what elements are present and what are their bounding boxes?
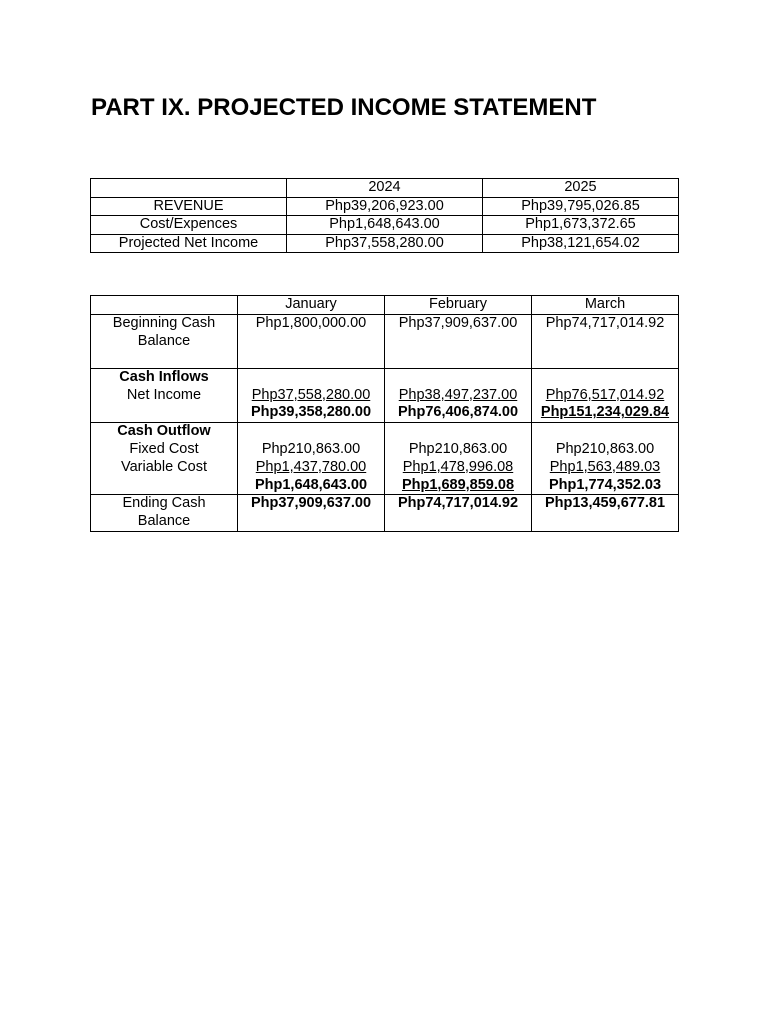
header-cell-january: January: [238, 296, 385, 315]
ending-value: Php37,909,637.00: [250, 495, 372, 512]
spacer: [93, 477, 235, 495]
header-cell-2024: 2024: [287, 179, 483, 198]
table-row-cash-inflows: [91, 368, 679, 422]
value-cell: [532, 495, 679, 532]
row-label: Projected Net Income: [91, 234, 287, 253]
inflow-total: Php76,406,874.00: [397, 404, 519, 421]
beginning-value: Php1,800,000.00: [255, 314, 367, 331]
fixed-cost-value: Php210,863.00: [261, 440, 361, 457]
inflow-total: Php39,358,280.00: [250, 404, 372, 421]
row-label-line: Balance: [137, 332, 191, 349]
value-cell: Php38,121,654.02: [483, 234, 679, 253]
outflow-total: Php1,689,859.08: [401, 476, 515, 493]
value-cell: [385, 368, 532, 422]
value-cell: Php39,206,923.00: [287, 197, 483, 216]
spacer: [534, 369, 676, 387]
row-label: REVENUE: [91, 197, 287, 216]
value-cell: [385, 314, 532, 368]
inflow-total: Php151,234,029.84: [540, 404, 670, 421]
header-cell-2025: 2025: [483, 179, 679, 198]
outflow-total: Php1,648,643.00: [254, 476, 368, 493]
fixed-cost-value: Php210,863.00: [555, 440, 655, 457]
cash-outflow-heading: Cash Outflow: [117, 423, 211, 440]
row-label: [91, 423, 238, 495]
table-row-ending-cash: [91, 495, 679, 532]
table-row-cost: [91, 216, 679, 235]
page-title: PART IX. PROJECTED INCOME STATEMENT: [91, 94, 597, 121]
cash-flow-table: [90, 295, 679, 532]
spacer: [387, 369, 529, 387]
beginning-value: Php74,717,014.92: [545, 314, 665, 331]
value-cell: Php1,648,643.00: [287, 216, 483, 235]
variable-cost-value: Php1,437,780.00: [255, 458, 367, 475]
table-row-beginning-cash: [91, 314, 679, 368]
net-income-value: Php38,497,237.00: [398, 386, 518, 403]
spacer: [387, 423, 529, 441]
variable-cost-label: Variable Cost: [121, 458, 207, 475]
table-row-net-income: [91, 234, 679, 253]
table-header-row: [91, 179, 679, 198]
value-cell: [532, 368, 679, 422]
projected-income-table: [90, 178, 679, 253]
ending-value: Php74,717,014.92: [397, 495, 519, 512]
header-cell-empty: [91, 179, 287, 198]
beginning-value: Php37,909,637.00: [398, 314, 518, 331]
net-income-value: Php76,517,014.92: [545, 386, 665, 403]
row-label-line: Ending Cash: [122, 495, 206, 512]
spacer: [240, 369, 382, 387]
header-cell-february: February: [385, 296, 532, 315]
outflow-total: Php1,774,352.03: [548, 476, 662, 493]
value-cell: [238, 368, 385, 422]
header-cell-march: March: [532, 296, 679, 315]
row-label: [91, 368, 238, 422]
row-label: [91, 495, 238, 532]
value-cell: [385, 423, 532, 495]
table-row-cash-outflow: [91, 423, 679, 495]
value-cell: [385, 495, 532, 532]
spacer: [534, 423, 676, 441]
fixed-cost-label: Fixed Cost: [129, 440, 199, 457]
value-cell: [532, 423, 679, 495]
value-cell: [238, 495, 385, 532]
value-cell: Php37,558,280.00: [287, 234, 483, 253]
net-income-label: Net Income: [126, 386, 202, 403]
row-label: [91, 314, 238, 368]
ending-value: Php13,459,677.81: [544, 495, 666, 512]
row-label-line: Balance: [137, 513, 191, 530]
table-header-row: [91, 296, 679, 315]
value-cell: Php1,673,372.65: [483, 216, 679, 235]
value-cell: [238, 314, 385, 368]
spacer: [240, 423, 382, 441]
row-label: Cost/Expences: [91, 216, 287, 235]
value-cell: Php39,795,026.85: [483, 197, 679, 216]
fixed-cost-value: Php210,863.00: [408, 440, 508, 457]
value-cell: [532, 314, 679, 368]
cash-inflows-heading: Cash Inflows: [119, 368, 209, 385]
spacer: [93, 404, 235, 422]
header-cell-empty: [91, 296, 238, 315]
variable-cost-value: Php1,478,996.08: [402, 458, 514, 475]
variable-cost-value: Php1,563,489.03: [549, 458, 661, 475]
table-row-revenue: [91, 197, 679, 216]
row-label-line: Beginning Cash: [112, 314, 216, 331]
net-income-value: Php37,558,280.00: [251, 386, 371, 403]
value-cell: [238, 423, 385, 495]
